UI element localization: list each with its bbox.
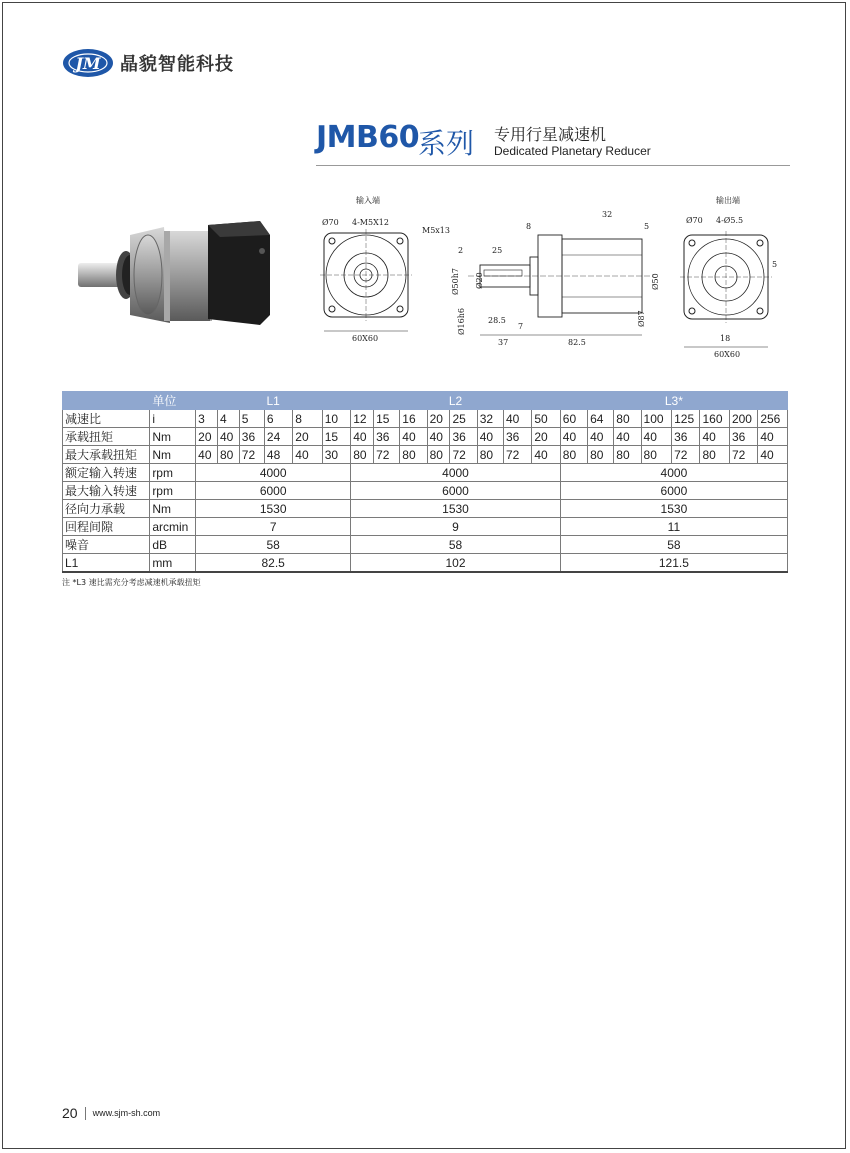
cell-L3: 80 [560,446,587,464]
row-unit: rpm [150,482,196,500]
side-flange-label: Ø87 [637,310,646,327]
row-label: 噪音 [63,536,150,554]
cell-L1: 40 [293,446,322,464]
cell-L1: 80 [217,446,239,464]
cell-L1: 10 [322,410,350,428]
cell-L2: 6000 [351,482,561,500]
model-title: JMB60 [316,120,420,155]
cell-L3: 36 [729,428,757,446]
cell-L3: 64 [588,410,614,428]
row-unit: Nm [150,428,196,446]
page-frame [2,2,846,1149]
side-m-label: M5x13 [422,226,450,235]
page-number: 20 [62,1105,78,1121]
row-unit: arcmin [150,518,196,536]
cell-L2: 40 [477,428,503,446]
row-label: 减速比 [63,410,150,428]
side-shaft-label: Ø20 [475,272,484,289]
cell-L3: 100 [641,410,672,428]
cell-L3: 40 [614,428,641,446]
row-label: 额定输入转速 [63,464,150,482]
cell-L2: 80 [427,446,450,464]
brand-logo-mark [62,47,114,79]
table-row [63,554,788,573]
cell-L3: 40 [560,428,587,446]
cell-L2: 40 [427,428,450,446]
cell-L1: 3 [196,410,218,428]
cell-L2: 36 [374,428,400,446]
cell-L3: 60 [560,410,587,428]
header-L2: L2 [351,392,561,410]
cell-L2: 40 [532,446,560,464]
spec-table [62,391,788,573]
header-unit: 单位 [150,392,196,410]
cell-L2: 72 [374,446,400,464]
cell-L3: 121.5 [560,554,787,573]
cell-L3: 80 [641,446,672,464]
cell-L3: 36 [672,428,700,446]
title-divider [316,165,790,166]
input-end-label: 输入端 [356,196,380,205]
row-unit: i [150,410,196,428]
cell-L2: 40 [400,428,427,446]
cell-L2: 80 [351,446,374,464]
cell-L3: 6000 [560,482,787,500]
cell-L2: 36 [503,428,531,446]
input-dia-label: Ø70 [322,218,339,227]
output-5-label: 5 [772,260,778,269]
cell-L3: 72 [729,446,757,464]
cell-L3: 256 [758,410,788,428]
cell-L3: 11 [560,518,787,536]
output-end-label: 输出端 [716,196,740,205]
table-row [63,464,788,482]
cell-L1: 7 [196,518,351,536]
cell-L2: 72 [503,446,531,464]
cell-L1: 15 [322,428,350,446]
cell-L1: 36 [239,428,264,446]
cell-L1: 40 [217,428,239,446]
output-face-drawing [676,195,788,365]
cell-L2: 102 [351,554,561,573]
cell-L1: 6000 [196,482,351,500]
cell-L3: 200 [729,410,757,428]
series-title: 系列 [418,127,475,160]
cell-L1: 5 [239,410,264,428]
cell-L2: 32 [477,410,503,428]
output-size-label: 60X60 [714,350,741,359]
row-label: 最大输入转速 [63,482,150,500]
output-18-label: 18 [720,334,731,343]
row-label: L1 [63,554,150,573]
side-pilot-label: Ø50h7 [451,268,460,295]
cell-L2: 40 [351,428,374,446]
side-285-label: 28.5 [488,316,506,325]
header-L3: L3* [560,392,787,410]
side-view-drawing [418,195,666,355]
row-unit: Nm [150,500,196,518]
cell-L1: 1530 [196,500,351,518]
row-unit: rpm [150,464,196,482]
table-header-row [63,392,788,410]
cell-L2: 16 [400,410,427,428]
header-blank [63,392,150,410]
side-2-label: 2 [458,246,464,255]
brand-name: 晶貌智能科技 [120,54,234,75]
row-unit: Nm [150,446,196,464]
cell-L1: 58 [196,536,351,554]
cell-L2: 15 [374,410,400,428]
cell-L1: 24 [264,428,292,446]
cell-L2: 50 [532,410,560,428]
table-row [63,482,788,500]
row-unit: dB [150,536,196,554]
cell-L1: 4 [217,410,239,428]
cell-L2: 9 [351,518,561,536]
cell-L1: 30 [322,446,350,464]
side-32-label: 32 [602,210,613,219]
cell-L2: 12 [351,410,374,428]
side-5-label: 5 [644,222,650,231]
table-row [63,428,788,446]
side-8-label: 8 [526,222,532,231]
input-size-label: 60X60 [352,334,379,343]
row-label: 承载扭矩 [63,428,150,446]
input-holes-label: 4-M5X12 [352,218,389,227]
side-boss-label: Ø16h6 [457,308,466,335]
cell-L3: 125 [672,410,700,428]
cell-L1: 8 [293,410,322,428]
cell-L3: 58 [560,536,787,554]
cell-L3: 40 [758,428,788,446]
cell-L2: 58 [351,536,561,554]
side-7-label: 7 [518,322,524,331]
header-L1: L1 [196,392,351,410]
table-row [63,500,788,518]
side-37-label: 37 [498,338,509,347]
logo-mark-text: JM [75,54,101,73]
cell-L3: 80 [614,446,641,464]
cell-L1: 4000 [196,464,351,482]
cell-L2: 40 [503,410,531,428]
input-face-drawing [312,195,422,355]
cell-L3: 160 [700,410,729,428]
cell-L3: 40 [700,428,729,446]
cell-L2: 4000 [351,464,561,482]
row-unit: mm [150,554,196,573]
cell-L2: 25 [450,410,477,428]
cell-L3: 4000 [560,464,787,482]
side-825-label: 82.5 [568,338,586,347]
row-label: 径向力承载 [63,500,150,518]
footer [62,1105,160,1121]
table-row [63,410,788,428]
cell-L1: 6 [264,410,292,428]
side-25-label: 25 [492,246,503,255]
cell-L1: 20 [196,428,218,446]
cell-L2: 80 [477,446,503,464]
table-row [63,536,788,554]
cell-L3: 80 [614,410,641,428]
footer-url: www.sjm-sh.com [92,1108,161,1118]
output-holes-label: 4-Ø5.5 [716,216,744,225]
cell-L2: 20 [532,428,560,446]
product-name-cn: 专用行星减速机 [494,125,607,144]
cell-L2: 1530 [351,500,561,518]
cell-L1: 48 [264,446,292,464]
cell-L1: 40 [196,446,218,464]
cell-L2: 36 [450,428,477,446]
table-row [63,446,788,464]
cell-L2: 80 [400,446,427,464]
cell-L1: 20 [293,428,322,446]
cell-L1: 82.5 [196,554,351,573]
cell-L3: 1530 [560,500,787,518]
row-label: 最大承载扭矩 [63,446,150,464]
table-note: 注 *L3 速比需充分考虑减速机承载扭矩 [62,578,201,587]
cell-L3: 40 [641,428,672,446]
title-block [316,118,790,166]
side-body-label: Ø50 [651,273,660,290]
product-name-en: Dedicated Planetary Reducer [494,144,651,158]
brand-logo [62,46,234,80]
row-label: 回程间隙 [63,518,150,536]
cell-L1: 72 [239,446,264,464]
cell-L2: 20 [427,410,450,428]
cell-L3: 40 [758,446,788,464]
footer-separator [85,1107,86,1120]
cell-L3: 72 [672,446,700,464]
cell-L3: 80 [588,446,614,464]
cell-L2: 72 [450,446,477,464]
product-photo [70,215,280,335]
cell-L3: 40 [588,428,614,446]
cell-L3: 80 [700,446,729,464]
output-dia-label: Ø70 [686,216,703,225]
table-row [63,518,788,536]
